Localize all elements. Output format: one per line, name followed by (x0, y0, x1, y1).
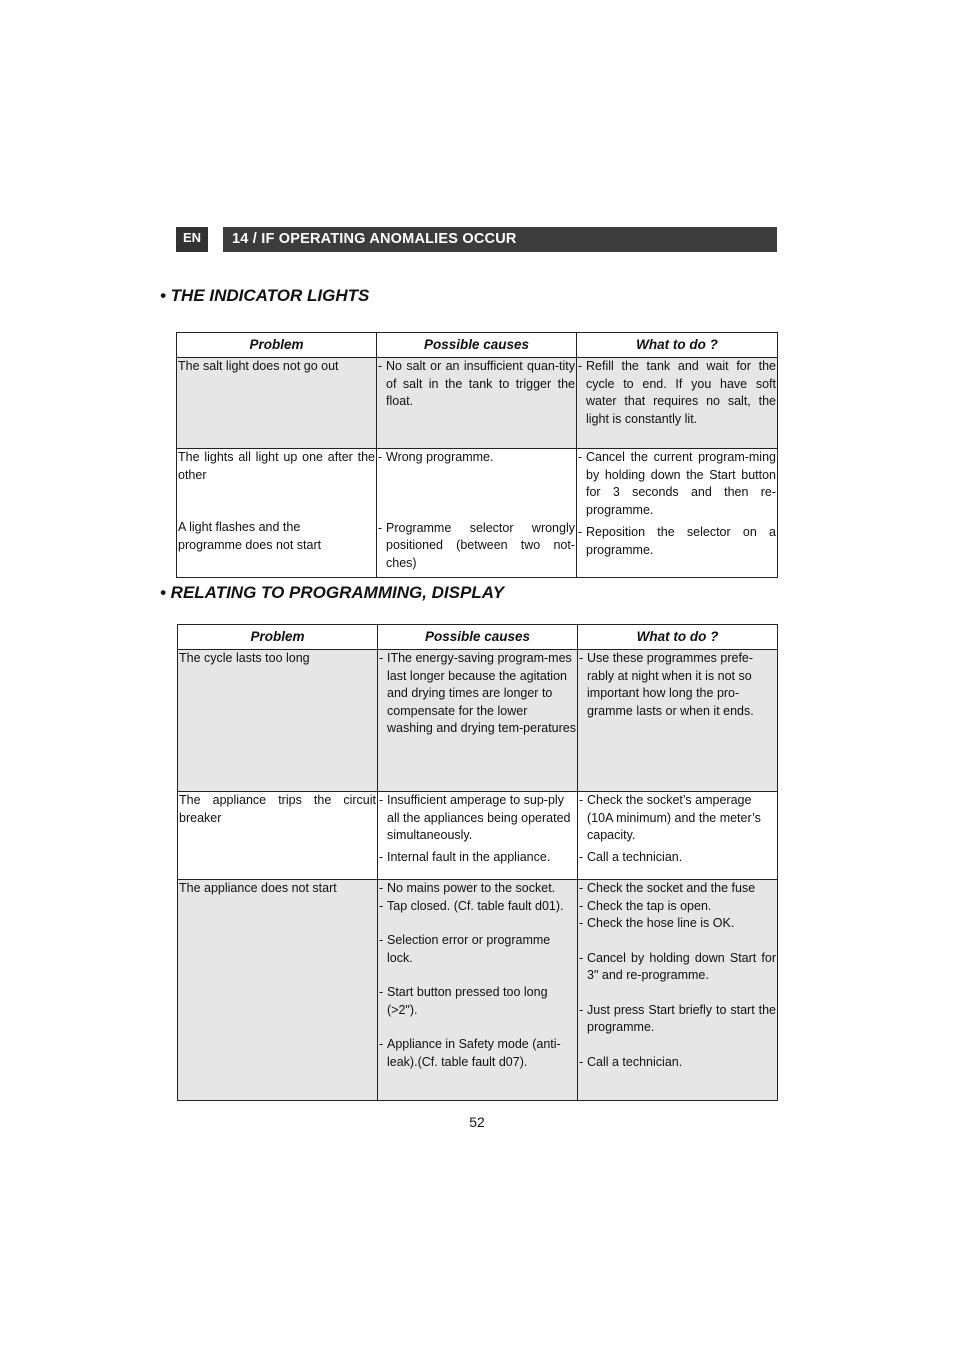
table-row (177, 358, 778, 449)
cause-item: - Start button pressed too long (>2"). (379, 985, 548, 1017)
todo-item: - Call a technician. (579, 849, 683, 864)
cause-item: - IThe energy-saving program-mes last longer because the agitation and drying times are longer to compensate for the lower washing and drying tem-peratures (379, 651, 576, 735)
problem-cell: The lights all light up one after the other (178, 450, 375, 482)
problem-cell: A light flashes and the programme does not start (178, 520, 322, 552)
todo-item: - Reposition the selector on a programme. (578, 525, 776, 557)
table-row (178, 792, 778, 880)
col-header-problem: Problem (177, 333, 377, 358)
todo-item: - Check the socket’s amperage (10A minimum) and the meter’s capacity. (579, 793, 761, 842)
col-header-causes: Possible causes (377, 333, 577, 358)
cause-item: - Programme selector wrongly positioned (between two not-ches) (378, 520, 575, 570)
todo-item: - Check the socket and the fuse (579, 881, 756, 895)
col-header-causes: Possible causes (378, 625, 578, 650)
programming-display-table (177, 624, 778, 1101)
todo-item: - Cancel by holding down Start for 3" and re-programme. (579, 950, 776, 982)
cause-item: - No mains power to the socket. (379, 881, 556, 895)
page-number: 52 (469, 1114, 485, 1130)
cause-item: - Appliance in Safety mode (anti-leak).(Cf. table fault d07). (379, 1037, 561, 1069)
todo-item: - Just press Start briefly to start the programme. (579, 1002, 776, 1034)
cause-item: - Selection error or programme lock. (379, 933, 551, 965)
col-header-todo: What to do ? (577, 333, 778, 358)
cause-item: - Tap closed. (Cf. table fault d01). (379, 898, 564, 913)
col-header-problem: Problem (178, 625, 378, 650)
problem-cell: The appliance does not start (179, 881, 337, 895)
cause-item: - Wrong programme. (378, 450, 494, 464)
language-badge: EN (176, 227, 208, 252)
problem-cell: The appliance trips the circuit breaker (179, 793, 376, 825)
cause-item: - Insufficient amperage to sup-ply all the appliances being operated simultaneously. (379, 793, 571, 842)
todo-item: - Cancel the current program-ming by holding down the Start button for 3 seconds and then re-programme. (578, 450, 776, 517)
problem-cell: The salt light does not go out (178, 359, 339, 373)
heading-indicator-lights: • THE INDICATOR LIGHTS (160, 286, 370, 305)
table-row (177, 449, 778, 578)
heading-programming-display: • RELATING TO PROGRAMMING, DISPLAY (160, 583, 505, 602)
todo-item: - Refill the tank and wait for the cycle to end. If you have soft water that requires no salt, the light is constantly lit. (578, 359, 776, 426)
section-title-bar: 14 / IF OPERATING ANOMALIES OCCUR (223, 227, 777, 252)
col-header-todo: What to do ? (578, 625, 778, 650)
problem-cell: The cycle lasts too long (179, 651, 310, 665)
indicator-lights-table (176, 332, 778, 578)
todo-item: - Check the hose line is OK. (579, 916, 735, 930)
table-row (178, 650, 778, 792)
todo-item: - Use these programmes prefe-rably at night when it is not so important how long the pro-gramme lasts or when it ends. (579, 651, 754, 718)
table-row (178, 880, 778, 1101)
todo-item: - Check the tap is open. (579, 898, 712, 913)
todo-item: - Call a technician. (579, 1054, 683, 1069)
cause-item: - Internal fault in the appliance. (379, 849, 551, 864)
cause-item: - No salt or an insufficient quan-tity of salt in the tank to trigger the float. (378, 359, 575, 408)
